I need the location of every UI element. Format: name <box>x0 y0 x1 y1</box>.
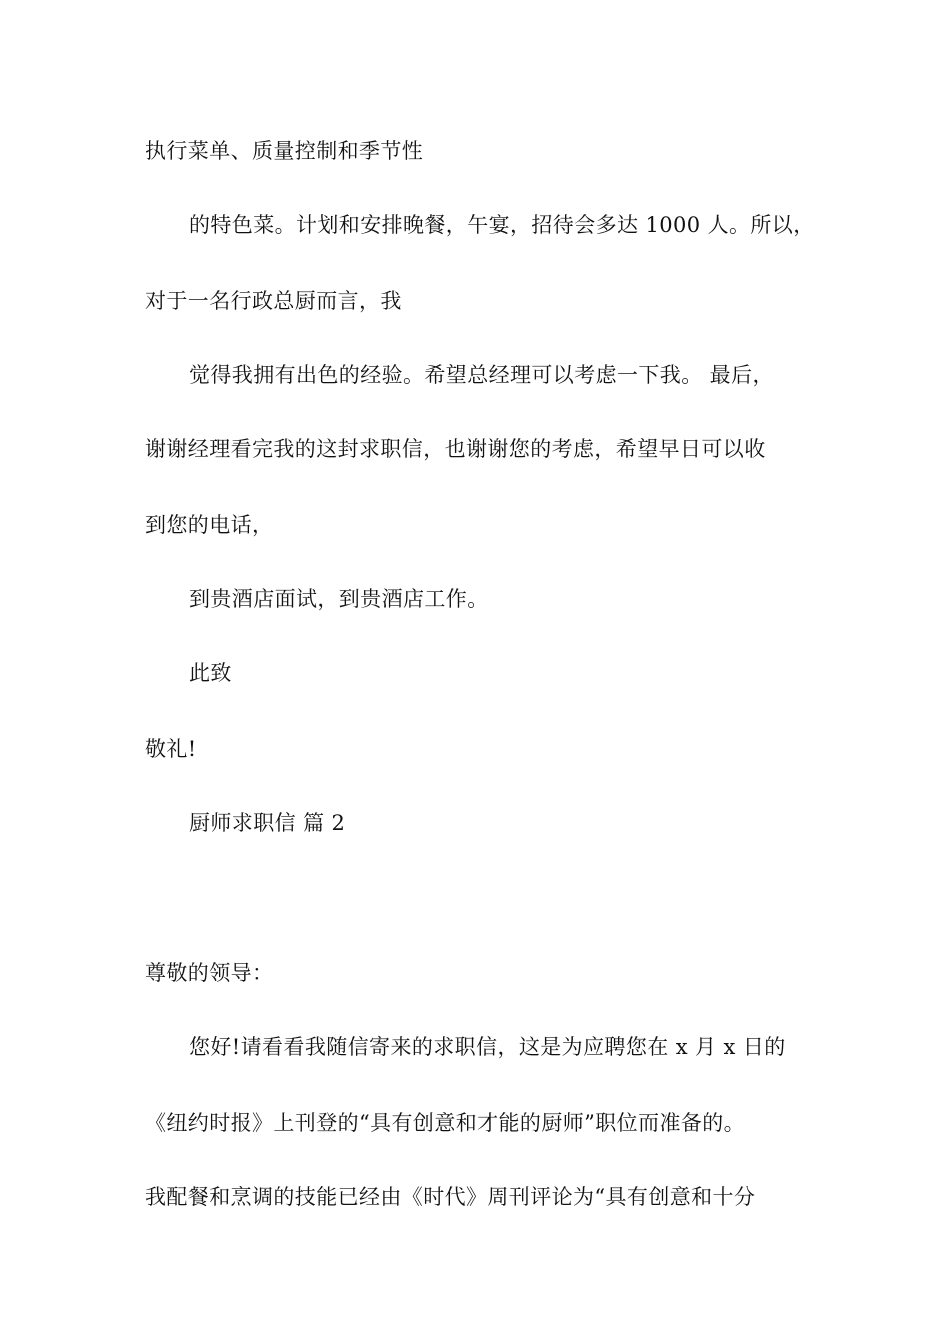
text-line: 执行菜单、质量控制和季节性 <box>145 139 424 163</box>
text-line: 的特色菜。计划和安排晚餐，午宴，招待会多达 1000 人。所以， <box>189 213 815 237</box>
text-line: 谢谢经理看完我的这封求职信，也谢谢您的考虑，希望早日可以收 <box>145 437 766 461</box>
section-heading: 厨师求职信 篇 2 <box>189 811 346 835</box>
text-line: 觉得我拥有出色的经验。希望总经理可以考虑一下我。 最后， <box>189 363 774 387</box>
text-line: 我配餐和烹调的技能已经由《时代》周刊评论为“具有创意和十分 <box>145 1185 756 1209</box>
text-line: 到您的电话， <box>145 513 274 537</box>
closing-regards: 敬礼! <box>145 737 197 761</box>
text-line: 您好!请看看我随信寄来的求职信，这是为应聘您在 x 月 x 日的 <box>189 1035 786 1059</box>
closing-salutation: 此致 <box>189 661 232 685</box>
text-line: 对于一名行政总厨而言，我 <box>145 289 402 313</box>
text-line: 到贵酒店面试，到贵酒店工作。 <box>189 587 489 611</box>
greeting: 尊敬的领导： <box>145 961 274 985</box>
text-line: 《纽约时报》上刊登的“具有创意和才能的厨师”职位而准备的。 <box>145 1111 746 1135</box>
